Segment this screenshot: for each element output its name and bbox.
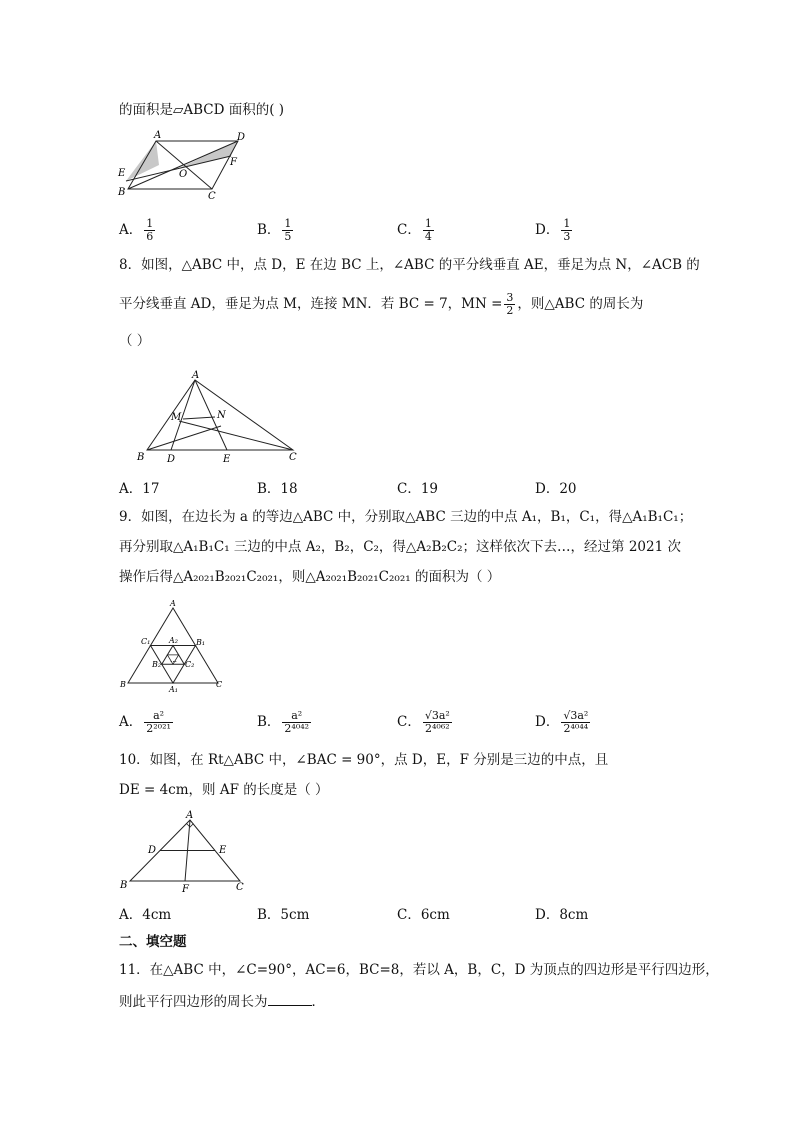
q9-label-b2: B₂ <box>152 660 162 669</box>
q9-line-2: 再分别取△A₁B₁C₁ 三边的中点 A₂，B₂，C₂，得△A₂B₂C₂；这样依次下去…，经过第 2021 次 <box>119 539 681 555</box>
q9-option-b-fraction: $\frac{\text{a²}}{\text{2⁴⁰⁴²}}$ <box>284 709 310 735</box>
q9-option-d[interactable] <box>535 710 592 735</box>
q7-option-a[interactable] <box>119 218 157 243</box>
q10-option-a[interactable] <box>119 906 171 924</box>
q9-option-b[interactable] <box>257 710 313 735</box>
q8-option-b-value: 18 <box>280 481 298 497</box>
q11-answer-blank[interactable] <box>268 991 312 1006</box>
q10-label-b: B <box>120 880 128 891</box>
q8-option-b[interactable] <box>257 480 298 498</box>
q9-line-1: 9．如图，在边长为 a 的等边△ABC 中，分别取△ABC 三边的中点 A₁，B₁，C₁，得△A₁B₁C₁； <box>119 509 693 525</box>
q10-option-a-label: A． <box>119 907 143 923</box>
q10-option-a-value: 4cm <box>142 907 172 923</box>
q9-label-c: C <box>216 680 223 689</box>
q7-option-b-fraction: $\frac{1}{5}$ <box>284 217 292 243</box>
q7-option-c-fraction: $\frac{1}{4}$ <box>424 217 432 243</box>
q7-option-d-label: D． <box>535 222 560 238</box>
q8-label-a: A <box>192 370 200 381</box>
q10-option-d-label: D． <box>535 907 560 923</box>
q10-label-e: E <box>219 845 227 856</box>
q10-option-c[interactable] <box>397 906 450 924</box>
q9-label-b1: B₁ <box>196 638 206 647</box>
q11-line-2-pre: 则此平行四边形的周长为 <box>119 994 268 1010</box>
q7-label-o: O <box>179 169 188 180</box>
q8-line-2-post: ，则△ABC 的周长为 <box>517 296 644 312</box>
q8-label-d: D <box>167 454 176 464</box>
q8-bisector-b <box>147 426 221 450</box>
q9-label-c2: C₂ <box>185 660 195 669</box>
q7-option-d-fraction: $\frac{1}{3}$ <box>563 217 571 243</box>
q10-line-1: 10．如图，在 Rt△ABC 中，∠BAC = 90°，点 D，E，F 分别是三边的中点，且 <box>119 752 609 768</box>
q7-label-b: B <box>118 187 126 198</box>
q7-text-line: 的面积是▱ABCD 面积的( ) <box>119 102 285 118</box>
q8-line-2-pre: 平分线垂直 AD，垂足为点 M，连接 MN．若 BC = 7，MN = <box>119 296 503 312</box>
q11-line-2-post: ． <box>311 994 325 1010</box>
q8-option-d-value: 20 <box>559 481 577 497</box>
q8-label-m: M <box>171 412 182 423</box>
q8-line-1: 8．如图，△ABC 中，点 D，E 在边 BC 上，∠ABC 的平分线垂直 AE，垂足为点 N，∠ACB 的 <box>119 257 700 273</box>
q9-option-c[interactable] <box>397 710 454 735</box>
q7-option-b[interactable] <box>257 218 295 243</box>
q7-shaded-region-left <box>126 141 159 181</box>
q8-line-2 <box>119 292 643 317</box>
q9-option-a[interactable] <box>119 710 175 735</box>
q7-option-d[interactable] <box>535 218 574 243</box>
q7-option-a-fraction: $\frac{1}{6}$ <box>146 217 154 243</box>
q7-option-b-label: B． <box>257 222 281 238</box>
q8-label-b: B <box>137 452 145 463</box>
q9-label-a1: A₁ <box>169 685 178 694</box>
q8-label-e: E <box>223 454 231 464</box>
q10-option-d[interactable] <box>535 906 588 924</box>
q10-label-d: D <box>148 845 157 856</box>
q8-option-a-value: 17 <box>142 481 160 497</box>
q8-option-a-label: A． <box>119 481 143 497</box>
q10-label-a: A <box>186 810 194 821</box>
q7-label-d: D <box>237 132 246 143</box>
q7-label-a: A <box>154 130 162 141</box>
q8-option-a[interactable] <box>119 480 159 498</box>
q10-option-b-label: B． <box>257 907 281 923</box>
q7-label-c: C <box>208 191 216 202</box>
q9-line-3: 操作后得△A₂₀₂₁B₂₀₂₁C₂₀₂₁，则△A₂₀₂₁B₂₀₂₁C₂₀₂₁ 的面积为（ ） <box>119 569 501 585</box>
q8-label-c: C <box>289 452 297 463</box>
q9-label-dots: … <box>170 656 177 664</box>
q9-option-a-fraction: $\frac{\text{a²}}{\text{2²⁰²¹}}$ <box>146 709 171 735</box>
q9-option-c-label: C． <box>397 714 421 730</box>
q7-label-e: E <box>118 168 126 179</box>
q9-option-d-label: D． <box>535 714 560 730</box>
q10-option-c-label: C． <box>397 907 421 923</box>
q11-line-1: 11．在△ABC 中，∠C=90°，AC=6，BC=8，若以 A，B，C，D 为顶点的四边形是平行四边形， <box>119 962 719 978</box>
q10-figure-right-triangle <box>116 808 250 894</box>
q10-option-b[interactable] <box>257 906 309 924</box>
q7-label-f: F <box>230 157 237 168</box>
q8-answer-paren: （ ） <box>119 333 151 349</box>
q11-line-2 <box>119 991 325 1011</box>
q7-option-a-label: A． <box>119 222 143 238</box>
q9-label-c1: C₁ <box>141 637 151 646</box>
q10-label-f: F <box>182 884 189 894</box>
q7-option-c-label: C． <box>397 222 421 238</box>
q8-label-n: N <box>217 410 226 421</box>
q9-option-d-fraction: $\frac{\text{√3a²}}{\text{2⁴⁰⁴⁴}}$ <box>563 709 589 735</box>
q8-option-d-label: D． <box>535 481 560 497</box>
q9-figure-nested-triangles <box>116 598 228 694</box>
q7-figure-parallelogram <box>116 130 248 202</box>
q8-segment-mn <box>183 417 215 419</box>
q10-option-d-value: 8cm <box>559 907 589 923</box>
q8-option-c[interactable] <box>397 480 438 498</box>
q8-option-c-label: C． <box>397 481 421 497</box>
q10-label-c: C <box>236 882 244 893</box>
q8-mn-fraction: $\frac{3}{2}$ <box>506 291 514 317</box>
q9-label-a: A <box>170 599 176 608</box>
q8-option-b-label: B． <box>257 481 281 497</box>
q9-label-a2: A₂ <box>169 636 178 645</box>
q8-option-c-value: 19 <box>420 481 439 497</box>
q10-option-b-value: 5cm <box>280 907 310 923</box>
q9-option-b-label: B． <box>257 714 281 730</box>
q9-label-b: B <box>120 680 126 689</box>
q8-figure-triangle <box>133 368 303 464</box>
q8-bisector-c <box>179 421 293 450</box>
q8-option-d[interactable] <box>535 480 577 498</box>
q7-option-c[interactable] <box>397 218 436 243</box>
q9-option-c-fraction: $\frac{\text{√3a²}}{\text{2⁴⁰⁶²}}$ <box>424 709 450 735</box>
section-2-title: 二、填空题 <box>119 934 187 950</box>
q10-option-c-value: 6cm <box>420 907 450 923</box>
q9-option-a-label: A． <box>119 714 143 730</box>
q10-line-2: DE = 4cm，则 AF 的长度是（ ） <box>119 782 329 798</box>
